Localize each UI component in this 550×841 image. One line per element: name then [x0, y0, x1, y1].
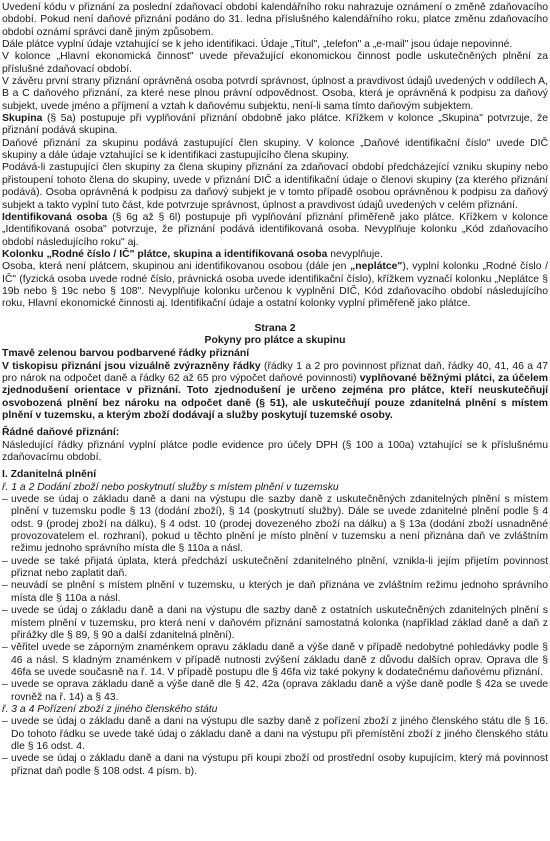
rodne-cislo-paragraph [2, 249, 548, 261]
identifikovana-osoba-paragraph [2, 212, 548, 249]
paragraph-text: nevyplňuje. [327, 248, 383, 260]
list-item: – uvede se také přijatá úplata, která předchází uskutečnění zdanitelného plnění, vznikla-li jejím přijetím povinnost přiznat nebo zaplatit daň. [2, 556, 548, 581]
paragraph-text: Osoba, která není plátcem, skupinou ani identifikovanou osobou (dále jen [2, 261, 351, 273]
list-item: – uvede se údaj o základu daně a dani na výstupu dle sazby daně z pořízení zboží z jiného členského státu dle § 16. Do tohoto řádku se uvede také údaj o základu daně a dani na výstupu při přemístění zboží z jiného členského státu dle § 16 odst. 4. [2, 716, 548, 753]
paragraph-text: Kolonku „Rodné číslo / IČ" [2, 248, 138, 260]
intro-paragraph: V kolonce „Hlavní ekonomická činnost" uvede převažující ekonomickou činnost podle uskutečněných plnění za příslušné zdaňovací období. [2, 51, 548, 75]
subsection-heading: ř. 3 a 4 Pořízení zboží z jiného členského státu [2, 703, 218, 715]
section-title: Strana 2 [254, 322, 296, 334]
term-bold: plátce, skupina a identifikovaná osoba [137, 248, 328, 260]
intro-paragraph: Uvedení kódu v přiznání za poslední zdaňovací období kalendářního roku nahrazuje oznámení o změně zdaňovacího období. Pokud není daňové přiznání podáno do 31. ledna příslušného kalendářního roku, platce změnu zdaňovacího období oznámí správci daně jiným způsobem. [2, 2, 548, 38]
rules-list [2, 494, 548, 704]
paragraph-text: (řádky 1 a 2 pro povinnost přiznat daň, řádky 40, 41, 46 a 47 pro nárok na odpočet daně a řádky 62 až 65 pro výpočet daňové povinnosti) [2, 360, 548, 384]
paragraph-text: (§ 5a) postupuje při vyplňování přiznání obdobně jako plátce. Křížkem v kolonce „Skupina" potvrzuje, že přiznání podává skupina. [2, 113, 548, 137]
intro-paragraph: V závěru první strany přiznání oprávněná osoba potvrdí správnost, úplnost a pravdivost údajů uvedených v oddílech A, B a C daňového přiznání, za které nese plnou právní odpovědnost. Osoba, která je oprávněná k podpisu za daňový subjekt, uvede jméno a příjmení a vztah k daňovému subjektu, není-li sama tímto daňovým subjektem. [2, 76, 548, 112]
section-subtitle: Pokyny pro plátce a skupinu [204, 334, 346, 346]
radne-paragraph: Následující řádky přiznání vyplní plátce podle evidence pro účely DPH (§ 100 a 100a) vztahující se k příslušnému zdaňovacímu období. [2, 439, 548, 464]
term-bold: Identifikovaná osoba [2, 211, 108, 223]
intro-paragraph: Dále plátce vyplní údaje vztahující se k jeho identifikaci. Údaje „Titul", „telefon" a „e-mail" jsou údaje nepovinné. [2, 39, 513, 51]
skupina-paragraph [2, 113, 548, 138]
list-item: – uvede se údaj o základu daně a dani na výstupu dle sazby daně z uskutečněných zdanitelných plnění s místem plnění v tuzemsku podle § 13 (dodání zboží), § 14 (poskytnutí služby). Dále se uvede zdanitelné plnění podle § 4 odst. 9 (prodej zboží na dálku), § 4 odst. 10 (prodej dovezeného zboží na dálku) a § 13a (dodání zboží usnadněné provozovatelem el. rozhraní), pokud u těchto plnění je místo plnění v tuzemsku a není přiznána daň ve zvláštním režimu jednoho správního místa dle § 110a a násl. [2, 494, 548, 556]
paragraph-text: (§ 6g až § 6l) postupuje při vyplňování přiznání přiměřeně jako plátce. Křížkem v kolonce „Identifikovaná osoba" potvrzuje, že přiznání podává identifikovaná osoba. Nevyplňuje kolonku „Kód zdaňovacího období následujícího roku" aj. [2, 211, 548, 248]
paragraph-text: ), vyplní kolonku „Rodné číslo / IČ" (fyzická osoba uvede rodné číslo, právnická osoba uvede identifikační číslo), křížkem vyznačí kolonku „Neplátce § 19b nebo § 19c nebo § 108". Nevyplňuje kolonku určenou k vyplnění DIČ, Kód zdaňovacího období následujícího roku, Hlavní ekonomické činnosti aj. Identifikační údaje a ostatní kolonky vyplní přiměřeně jako plátce. [2, 261, 548, 310]
intro-paragraph: Podává-li zastupující člen skupiny za člena skupiny přiznání za zdaňovací období předcházející vzniku skupiny nebo přistoupení tohoto člena do skupiny, uvede v přiznání DIČ a identifikační údaje o členovi skupiny (za kterého přiznání podává). Osoba oprávněná k podpisu za daňový subjekt je v tomto případě osobou oprávněnou k podpisu za daňový subjekt a takto vyplní tuto část, kde potvrzuje správnost, úplnost a pravdivost údajů uvedených v celém přiznání. [2, 162, 548, 211]
neplatce-paragraph [2, 261, 548, 310]
term-bold: Skupina [2, 113, 43, 125]
list-item: – uvede se oprava základu daně a výše daně dle § 42, 42a (oprava základu daně a výše daně podle § 42a se uvede rovněž na ř. 14) a § 43. [2, 679, 548, 704]
radne-heading: Řádné daňové přiznání: [2, 427, 120, 439]
green-rows-paragraph [2, 361, 548, 423]
term-bold: V tiskopisu přiznání jsou vizuálně zvýrazněny řádky [2, 360, 261, 372]
list-item: – věřitel uvede se záporným znaménkem opravu základu daně a výše daně v případě nedobytné pohledávky podle § 46 a násl. S kladným znaménkem v případě nutnosti zvýšení základu daně z důvodu dalších oprav. Oprava dle § 46fa se uvede současně na ř. 14. V případě postupu dle § 46fa viz také pokyny k dodatečnému daňovému přiznání. [2, 642, 548, 679]
list-item: – neuvádí se plnění s místem plnění v tuzemsku, u kterých je daň přiznána ve zvláštním režimu jednoho správního místa dle § 110a a násl. [2, 580, 548, 605]
intro-paragraph: Daňové přiznání za skupinu podává zastupující člen skupiny. V kolonce „Daňové identifikační číslo" uvede DIČ skupiny a dále údaje vztahující se k identifikaci zastupujícího člena skupiny. [2, 137, 548, 162]
list-item: – uvede se údaj o základu daně a dani na výstupu dle sazby daně z ostatních uskutečněných zdanitelných plnění s místem plnění v tuzemsku, pro která není v daňovém přiznání samostatná kolonka (například základ daně a daň z přirážky dle § 89, § 90 a další zdanitelná plnění). [2, 605, 548, 642]
strana-2-section [2, 323, 548, 423]
term-bold: vyplňované běžnými plátci, za účelem zjednodušení orientace v přiznání. Toto zjednodušení je určeno zejména pro plátce, kteří neuskutečňují osvobozená plnění bez nároku na odpočet daně (§ 51), ale uskutečňují pouze zdanitelná plnění s místem plnění v tuzemsku, a kterým zboží dodávají a služby poskytují tuzemské osoby. [2, 372, 548, 421]
term-bold: „neplátce" [350, 261, 403, 273]
subsection-heading: ř. 1 a 2 Dodání zboží nebo poskytnutí služby s místem plnění v tuzemsku [2, 481, 339, 493]
list-item: – uvede se údaj o základu daně a dani na výstupu při koupi zboží od prostřední osoby kupujícím, který má povinnost přiznat daň podle § 108 odst. 4 písm. b). [2, 753, 548, 778]
section-heading: I. Zdanitelná plnění [2, 469, 97, 481]
rules-list [2, 716, 548, 778]
green-rows-heading: Tmavě zelenou barvou podbarvené řádky přiznání [2, 348, 250, 360]
